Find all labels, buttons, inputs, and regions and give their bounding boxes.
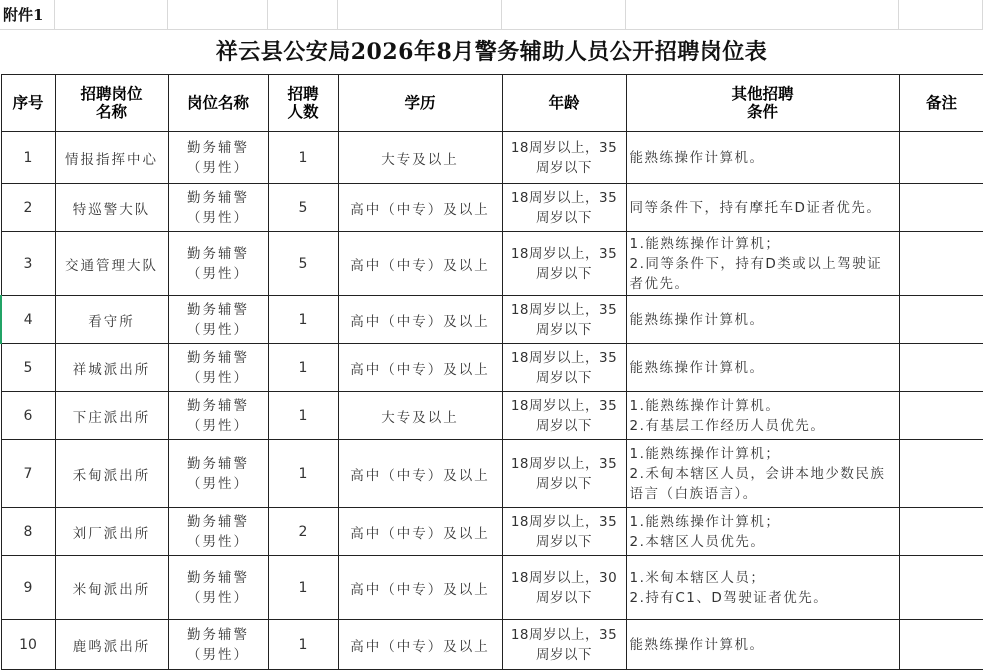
table-row bbox=[1, 344, 983, 392]
cell-remark[interactable] bbox=[899, 232, 983, 296]
cell-education[interactable]: 大专及以上 bbox=[338, 132, 502, 184]
cell-seq[interactable]: 1 bbox=[1, 132, 55, 184]
cell-age[interactable] bbox=[502, 232, 626, 296]
condition-line: 能熟练操作计算机。 bbox=[629, 359, 765, 376]
condition-line: 能熟练操作计算机。 bbox=[629, 636, 765, 653]
grid-cell[interactable] bbox=[167, 0, 268, 29]
grid-cell[interactable] bbox=[54, 0, 168, 29]
cell-age[interactable] bbox=[502, 296, 626, 344]
condition-line: 同等条件下，持有摩托车D证者优先。 bbox=[629, 199, 882, 216]
cell-remark[interactable] bbox=[899, 440, 983, 508]
position-line: （男性） bbox=[187, 417, 249, 434]
cell-remark[interactable] bbox=[899, 296, 983, 344]
age-line: 18周岁以上，30 bbox=[510, 569, 618, 586]
cell-remark[interactable] bbox=[899, 132, 983, 184]
table-row bbox=[1, 620, 983, 670]
condition-line: 能熟练操作计算机。 bbox=[629, 149, 765, 166]
condition-line: 1.米甸本辖区人员； bbox=[629, 569, 766, 586]
cell-conditions[interactable] bbox=[626, 620, 899, 670]
cell-remark[interactable] bbox=[899, 392, 983, 440]
cell-count[interactable]: 2 bbox=[268, 508, 338, 556]
table-row bbox=[1, 132, 983, 184]
cell-position[interactable] bbox=[168, 132, 268, 184]
condition-line: 2.持有C1、D驾驶证者优先。 bbox=[629, 589, 829, 606]
cell-seq[interactable]: 4 bbox=[1, 296, 55, 344]
condition-line: 1.能熟练操作计算机。 bbox=[629, 397, 781, 414]
cell-post[interactable]: 特巡警大队 bbox=[55, 184, 168, 232]
position-line: 勤务辅警 bbox=[187, 301, 249, 318]
cell-post[interactable]: 看守所 bbox=[55, 296, 168, 344]
age-line: 周岁以下 bbox=[536, 533, 592, 550]
condition-line: 者优先。 bbox=[629, 275, 690, 292]
position-line: （男性） bbox=[187, 475, 249, 492]
cell-position[interactable] bbox=[168, 184, 268, 232]
cell-remark[interactable] bbox=[899, 344, 983, 392]
age-line: 周岁以下 bbox=[536, 646, 592, 663]
cell-position[interactable] bbox=[168, 508, 268, 556]
table-row bbox=[1, 296, 983, 344]
cell-position[interactable] bbox=[168, 344, 268, 392]
grid-cell[interactable] bbox=[898, 0, 983, 29]
header-count[interactable]: 招聘 人数 bbox=[268, 75, 338, 132]
cell-count[interactable]: 1 bbox=[268, 132, 338, 184]
cell-age[interactable] bbox=[502, 620, 626, 670]
age-line: 周岁以下 bbox=[536, 417, 592, 434]
cell-age[interactable] bbox=[502, 344, 626, 392]
cell-conditions[interactable] bbox=[626, 556, 899, 620]
header-age[interactable]: 年龄 bbox=[502, 75, 626, 132]
cell-post[interactable]: 交通管理大队 bbox=[55, 232, 168, 296]
cell-seq[interactable]: 10 bbox=[1, 620, 55, 670]
cell-conditions[interactable] bbox=[626, 296, 899, 344]
cell-education[interactable]: 高中（中专）及以上 bbox=[338, 232, 502, 296]
age-line: 周岁以下 bbox=[536, 369, 592, 386]
cell-conditions[interactable] bbox=[626, 132, 899, 184]
condition-line: 1.能熟练操作计算机； bbox=[629, 445, 781, 462]
cell-education[interactable]: 大专及以上 bbox=[338, 392, 502, 440]
cell-post[interactable]: 情报指挥中心 bbox=[55, 132, 168, 184]
top-grid-row bbox=[0, 0, 983, 30]
cell-seq[interactable]: 8 bbox=[1, 508, 55, 556]
header-education[interactable]: 学历 bbox=[338, 75, 502, 132]
position-line: （男性） bbox=[187, 321, 249, 338]
cell-post[interactable]: 鹿鸣派出所 bbox=[55, 620, 168, 670]
position-line: （男性） bbox=[187, 209, 249, 226]
age-line: 18周岁以上，35 bbox=[510, 139, 618, 156]
cell-age[interactable] bbox=[502, 184, 626, 232]
cell-seq[interactable]: 9 bbox=[1, 556, 55, 620]
cell-seq[interactable]: 3 bbox=[1, 232, 55, 296]
condition-line: 能熟练操作计算机。 bbox=[629, 311, 765, 328]
condition-line: 1.能熟练操作计算机； bbox=[629, 235, 781, 252]
age-line: 周岁以下 bbox=[536, 159, 592, 176]
cell-age[interactable] bbox=[502, 392, 626, 440]
age-line: 18周岁以上，35 bbox=[510, 245, 618, 262]
position-line: 勤务辅警 bbox=[187, 397, 249, 414]
cell-education[interactable]: 高中（中专）及以上 bbox=[338, 184, 502, 232]
cell-seq[interactable]: 2 bbox=[1, 184, 55, 232]
cell-remark[interactable] bbox=[899, 184, 983, 232]
cell-age[interactable] bbox=[502, 556, 626, 620]
grid-cell[interactable] bbox=[337, 0, 502, 29]
age-line: 周岁以下 bbox=[536, 265, 592, 282]
cell-remark[interactable] bbox=[899, 508, 983, 556]
table-row bbox=[1, 556, 983, 620]
age-line: 18周岁以上，35 bbox=[510, 301, 618, 318]
position-line: 勤务辅警 bbox=[187, 569, 249, 586]
cell-seq[interactable]: 7 bbox=[1, 440, 55, 508]
age-line: 周岁以下 bbox=[536, 475, 592, 492]
cell-education[interactable]: 高中（中专）及以上 bbox=[338, 556, 502, 620]
cell-count[interactable]: 1 bbox=[268, 620, 338, 670]
position-line: 勤务辅警 bbox=[187, 245, 249, 262]
age-line: 18周岁以上，35 bbox=[510, 455, 618, 472]
cell-remark[interactable] bbox=[899, 620, 983, 670]
cell-post[interactable]: 禾甸派出所 bbox=[55, 440, 168, 508]
condition-line: 2.同等条件下，持有D类或以上驾驶证 bbox=[629, 255, 883, 272]
age-line: 周岁以下 bbox=[536, 209, 592, 226]
cell-count[interactable]: 1 bbox=[268, 392, 338, 440]
age-line: 18周岁以上，35 bbox=[510, 189, 618, 206]
age-line: 18周岁以上，35 bbox=[510, 626, 618, 643]
grid-cell[interactable] bbox=[267, 0, 338, 29]
position-line: （男性） bbox=[187, 369, 249, 386]
position-line: （男性） bbox=[187, 159, 249, 176]
cell-conditions[interactable] bbox=[626, 232, 899, 296]
condition-line: 2.禾甸本辖区人员，会讲本地少数民族 bbox=[629, 465, 886, 482]
cell-position[interactable] bbox=[168, 440, 268, 508]
header-post-name[interactable]: 招聘岗位 名称 bbox=[55, 75, 168, 132]
header-position[interactable]: 岗位名称 bbox=[168, 75, 268, 132]
table-row bbox=[1, 184, 983, 232]
header-remark[interactable]: 备注 bbox=[899, 75, 983, 132]
age-line: 18周岁以上，35 bbox=[510, 349, 618, 366]
cell-age[interactable] bbox=[502, 508, 626, 556]
cell-post[interactable]: 下庄派出所 bbox=[55, 392, 168, 440]
age-line: 18周岁以上，35 bbox=[510, 513, 618, 530]
cell-conditions[interactable] bbox=[626, 508, 899, 556]
header-other-conditions[interactable]: 其他招聘 条件 bbox=[626, 75, 899, 132]
cell-position[interactable] bbox=[168, 296, 268, 344]
condition-line: 1.能熟练操作计算机； bbox=[629, 513, 781, 530]
cell-education[interactable]: 高中（中专）及以上 bbox=[338, 344, 502, 392]
position-line: （男性） bbox=[187, 533, 249, 550]
cell-count[interactable]: 1 bbox=[268, 296, 338, 344]
cell-conditions[interactable] bbox=[626, 392, 899, 440]
cell-remark[interactable] bbox=[899, 556, 983, 620]
condition-line: 2.本辖区人员优先。 bbox=[629, 533, 766, 550]
cell-conditions[interactable] bbox=[626, 184, 899, 232]
cell-education[interactable]: 高中（中专）及以上 bbox=[338, 440, 502, 508]
cell-post[interactable]: 刘厂派出所 bbox=[55, 508, 168, 556]
cell-count[interactable]: 5 bbox=[268, 184, 338, 232]
condition-line: 语言（白族语言）。 bbox=[629, 485, 758, 502]
position-line: 勤务辅警 bbox=[187, 189, 249, 206]
cell-conditions[interactable] bbox=[626, 344, 899, 392]
cell-age[interactable] bbox=[502, 132, 626, 184]
cell-count[interactable]: 5 bbox=[268, 232, 338, 296]
table-row bbox=[1, 392, 983, 440]
cell-age[interactable] bbox=[502, 440, 626, 508]
grid-cell[interactable] bbox=[625, 0, 899, 29]
attachment-label: 附件1 bbox=[3, 6, 44, 24]
cell-count[interactable]: 1 bbox=[268, 344, 338, 392]
header-row bbox=[1, 75, 983, 132]
cell-count[interactable]: 1 bbox=[268, 440, 338, 508]
age-line: 周岁以下 bbox=[536, 589, 592, 606]
position-line: （男性） bbox=[187, 589, 249, 606]
grid-cell[interactable] bbox=[501, 0, 626, 29]
position-line: 勤务辅警 bbox=[187, 349, 249, 366]
page-title: 祥云县公安局2026年8月警务辅助人员公开招聘岗位表 bbox=[215, 39, 768, 65]
cell-position[interactable] bbox=[168, 392, 268, 440]
cell-position[interactable] bbox=[168, 620, 268, 670]
cell-seq[interactable]: 5 bbox=[1, 344, 55, 392]
position-line: （男性） bbox=[187, 265, 249, 282]
cell-position[interactable] bbox=[168, 232, 268, 296]
cell-education[interactable]: 高中（中专）及以上 bbox=[338, 296, 502, 344]
position-line: 勤务辅警 bbox=[187, 513, 249, 530]
table-row bbox=[1, 508, 983, 556]
header-seq[interactable]: 序号 bbox=[1, 75, 55, 132]
position-line: 勤务辅警 bbox=[187, 626, 249, 643]
cell-conditions[interactable] bbox=[626, 440, 899, 508]
table-row bbox=[1, 232, 983, 296]
position-line: 勤务辅警 bbox=[187, 455, 249, 472]
age-line: 18周岁以上，35 bbox=[510, 397, 618, 414]
table-row bbox=[1, 440, 983, 508]
recruitment-table bbox=[0, 74, 983, 670]
cell-post[interactable]: 米甸派出所 bbox=[55, 556, 168, 620]
age-line: 周岁以下 bbox=[536, 321, 592, 338]
cell-education[interactable]: 高中（中专）及以上 bbox=[338, 620, 502, 670]
cell-count[interactable]: 1 bbox=[268, 556, 338, 620]
cell-position[interactable] bbox=[168, 556, 268, 620]
position-line: （男性） bbox=[187, 646, 249, 663]
condition-line: 2.有基层工作经历人员优先。 bbox=[629, 417, 826, 434]
cell-post[interactable]: 祥城派出所 bbox=[55, 344, 168, 392]
cell-seq[interactable]: 6 bbox=[1, 392, 55, 440]
position-line: 勤务辅警 bbox=[187, 139, 249, 156]
cell-education[interactable]: 高中（中专）及以上 bbox=[338, 508, 502, 556]
